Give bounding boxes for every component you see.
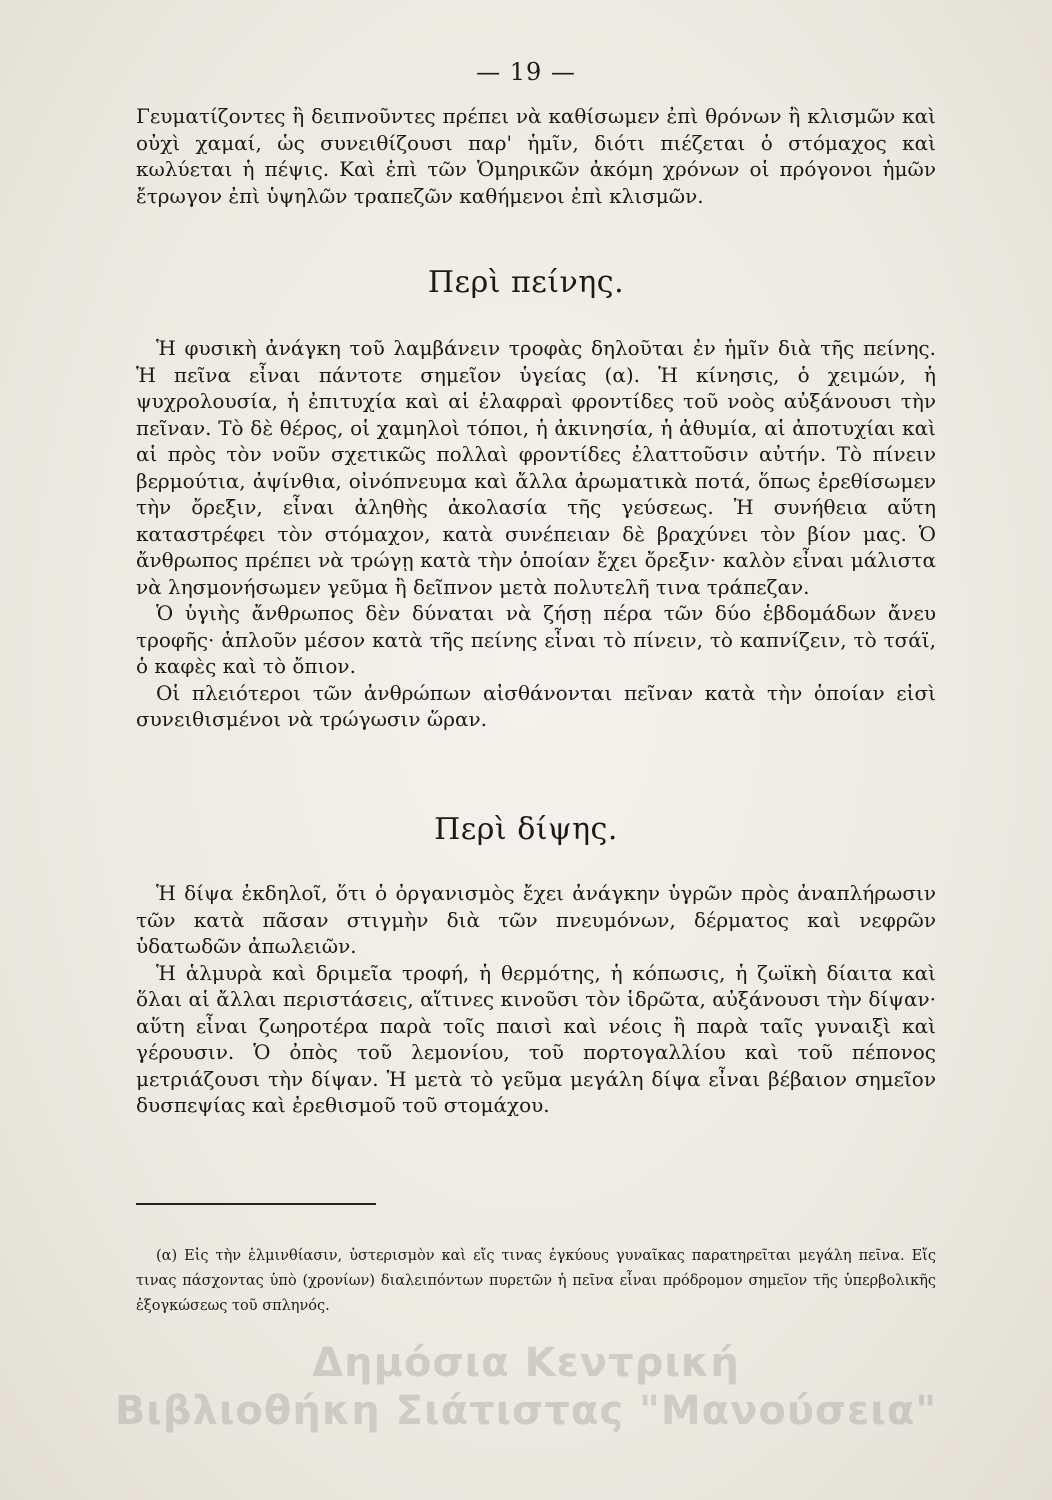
footnote-divider [136,1203,376,1205]
footnote [136,1244,936,1319]
hunger-section-text [136,335,936,733]
intro-paragraph: Γευματίζοντες ἢ δειπνοῦντες πρέπει νὰ καθίσωμεν ἐπὶ θρόνων ἢ κλισμῶν καὶ οὐχὶ χαμαί, ὡς συνειθίζουσι παρ' ἡμῖν, διότι πιέζεται ὁ στόμαχος καὶ κωλύεται ἡ πέψις. Καὶ ἐπὶ τῶν Ὁμηρικῶν ἀκόμη χρόνων οἱ πρόγονοι ἡμῶν ἔτρωγον ἐπὶ ὑψηλῶν τραπεζῶν καθήμενοι ἐπὶ κλισμῶν. [136,104,936,208]
heading-thirst: Περὶ δίψης. [434,812,618,847]
thirst-paragraph: Ἡ ἁλμυρὰ καὶ δριμεῖα τροφή, ἡ θερμότης, ἡ κόπωσις, ἡ ζωϊκὴ δίαιτα καὶ ὅλαι αἱ ἄλλαι περιστάσεις, αἵτινες κινοῦσι τὸν ἱδρῶτα, αὐξάνουσι τὴν δίψαν· αὕτη εἶναι ζωηροτέρα παρὰ τοῖς παισὶ καὶ νέοις ἢ παρὰ ταῖς γυναιξὶ καὶ γέρουσιν. Ὁ ὀπὸς τοῦ λεμονίου, τοῦ πορτογαλλίου καὶ τοῦ πέπονος μετριάζουσι τὴν δίψαν. Ἡ μετὰ τὸ γεῦμα μεγάλη δίψα εἶναι βέβαιον σημεῖον δυσπεψίας καὶ ἐρεθισμοῦ τοῦ στομάχου. [136,960,936,1117]
hunger-paragraph: Ἡ φυσικὴ ἀνάγκη τοῦ λαμβάνειν τροφὰς δηλοῦται ἐν ἡμῖν διὰ τῆς πείνης. Ἡ πεῖνα εἶναι πάντοτε σημεῖον ὑγείας (α). Ἡ κίνησις, ὁ χειμών, ἡ ψυχρολουσία, ἡ ἐπιτυχία καὶ αἱ ἐλαφραὶ φροντίδες τοῦ νοὸς αὐξάνουσι τὴν πεῖναν. Τὸ δὲ θέρος, οἱ χαμηλοὶ τόποι, ἡ ἀκινησία, ἡ ἀθυμία, αἱ ἀποτυχίαι καὶ αἱ πρὸς τὸν νοῦν σχετικῶς πολλαὶ φροντίδες ἐλαττοῦσιν αὐτήν. Τὸ πίνειν βερμούτια, ἀψίνθια, οἰνόπνευμα καὶ ἄλλα ἀρωματικὰ ποτά, ὅπως ἐρεθίσωμεν τὴν ὄρεξιν, εἶναι ἀληθὴς ἀκολασία τῆς γεύσεως. Ἡ συνήθεια αὕτη καταστρέφει τὸν στόμαχον, κατὰ συνέπειαν δὲ βραχύνει τὸν βίον μας. Ὁ ἄνθρωπος πρέπει νὰ τρώγῃ κατὰ τὴν ὁποίαν ἔχει ὄρεξιν· καλὸν εἶναι μάλιστα νὰ λησμονήσωμεν γεῦμα ἢ δεῖπνον μετὰ πολυτελῆ τινα τράπεζαν. [136,336,936,599]
library-watermark-line2: Βιβλιοθήκη Σιάτιστας "Μανούσεια" [114,1388,938,1434]
hunger-paragraph: Ὁ ὑγιὴς ἄνθρωπος δὲν δύναται νὰ ζήσῃ πέρα τῶν δύο ἑβδομάδων ἄνευ τροφῆς· ἁπλοῦν μέσον κατὰ τῆς πείνης εἶναι τὸ πίνειν, τὸ καπνίζειν, τὸ τσάϊ, ὁ καφὲς καὶ τὸ ὄπιον. [136,601,936,678]
library-watermark-line1: Δημόσια Κεντρική [312,1340,740,1386]
hunger-paragraph: Οἱ πλειότεροι τῶν ἀνθρώπων αἰσθάνονται πεῖναν κατὰ τὴν ὁποίαν εἰσὶ συνειθισμένοι νὰ τρώγωσιν ὥραν. [136,680,936,731]
page-number: — 19 — [476,58,576,86]
thirst-paragraph: Ἡ δίψα ἐκδηλοῖ, ὅτι ὁ ὀργανισμὸς ἔχει ἀνάγκην ὑγρῶν πρὸς ἀναπλήρωσιν τῶν κατὰ πᾶσαν στιγμὴν διὰ τῶν πνευμόνων, δέρματος καὶ νεφρῶν ὑδατωδῶν ἀπωλειῶν. [136,881,936,958]
footnote-text: (α) Εἰς τὴν ἑλμινθίασιν, ὑστερισμὸν καὶ εἴς τινας ἐγκύους γυναῖκας παρατηρεῖται μεγάλη πεῖνα. Εἴς τινας πάσχοντας ὑπὸ (χρονίων) διαλειπόντων πυρετῶν ἡ πεῖνα εἶναι πρόδρομον σημεῖον τῆς ὑπερβολικῆς ἐξογκώσεως τοῦ σπληνός. [136,1248,936,1314]
intro-text [136,103,936,209]
heading-hunger: Περὶ πείνης. [427,265,625,300]
thirst-section-text [136,880,936,1119]
